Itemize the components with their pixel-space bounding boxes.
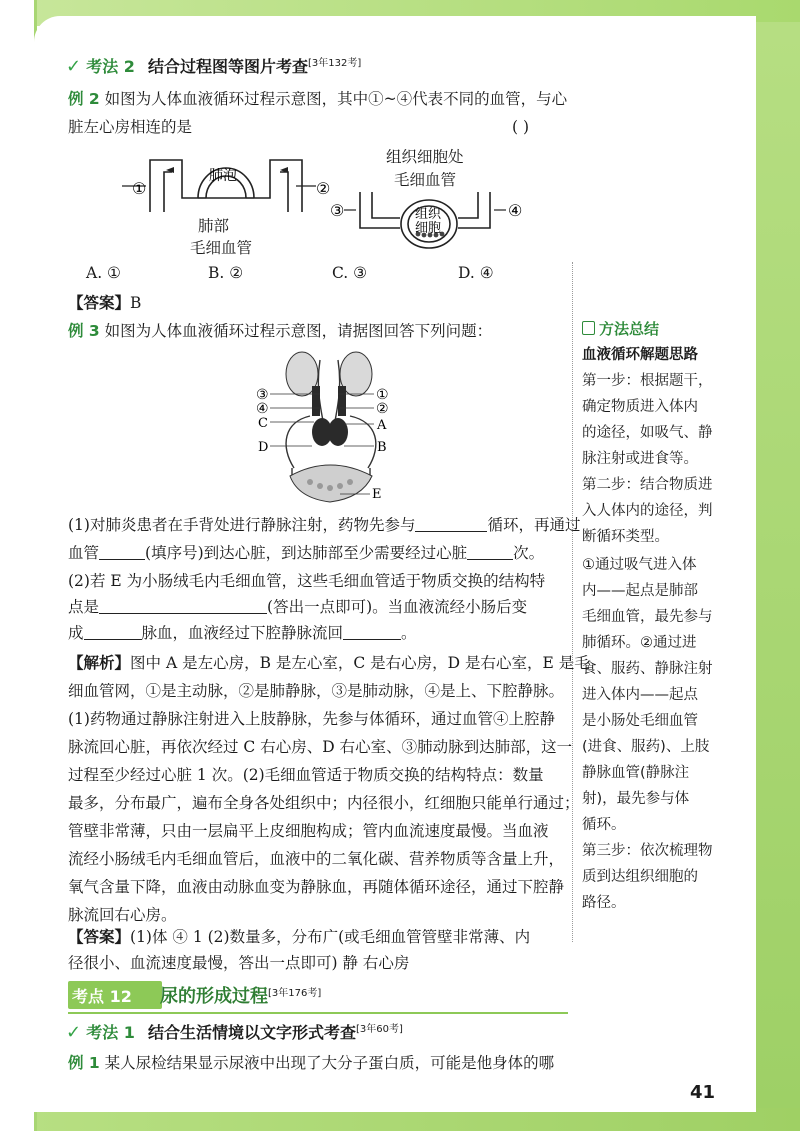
method2-badge: [3年132考] (308, 58, 362, 69)
ex3-analysis-line-4: 过程至少经过心脏 1 次。(2)毛细血管适于物质交换的结构特点：数量 (68, 766, 544, 784)
ex1-label: 例 1 (68, 1054, 100, 1072)
ex3-q2-text-f: 。 (401, 624, 417, 642)
ex3-answer-label: 【答案】 (68, 928, 131, 946)
ex3-q1-text-b: 循环，再通过 (487, 516, 581, 534)
fig2-label-3: ③ (330, 201, 345, 220)
ex2-line2 (68, 114, 568, 140)
kaodian-divider (68, 1012, 568, 1014)
ex3-analysis-line-1: 细血管网，①是主动脉，②是肺静脉，③是肺动脉，④是上、下腔静脉。 (68, 682, 565, 700)
sidebar-line-11: 食、服药、静脉注射 (582, 661, 713, 677)
fig3-label-c: C (258, 416, 268, 431)
ex3-question-text: 如图为人体血液循环过程示意图，请据图回答下列问题： (104, 322, 493, 340)
ex3-q1-text-e: 次。 (513, 544, 545, 562)
ex3-analysis-line-7: 流经小肠绒毛内毛细血管后，血液中的二氧化碳、营养物质等含量上升， (68, 850, 565, 868)
fig3-label-a: A (377, 418, 387, 433)
ex3-q2-line1 (68, 568, 568, 594)
ex3-analysis-label: 【解析】 (68, 654, 131, 672)
check-icon: ✓ (66, 56, 82, 77)
method2-header (66, 54, 361, 77)
ex2-option-d: D. ④ (458, 264, 494, 282)
fig3-label-1: ① (376, 387, 389, 403)
ex3-q2-line2 (68, 594, 568, 620)
ex3-answer-line2: 径很小、血流速度最慢，答出一点即可) 静 右心房 (68, 954, 410, 972)
ex3-answer-text-1: (1)体 ④ 1 (2)数量多，分布广(或毛细血管管壁非常薄、内 (130, 928, 531, 946)
sidebar-line-6: 断循环类型。 (582, 529, 669, 545)
sidebar-line-18: 第三步：依次梳理物 (582, 843, 713, 859)
kaodian-title (160, 982, 321, 1008)
sidebar-title (582, 318, 659, 339)
ex3-q2-line3 (68, 620, 568, 646)
ex2-label: 例 2 (68, 90, 100, 108)
fig3-label-b: B (377, 440, 387, 455)
ex2-answer-value: B (130, 294, 142, 312)
sidebar-line-16: 射)，最先参与体 (582, 791, 690, 807)
ex3-q2-text-e: 脉血，血液经过下腔静脉流回 (141, 624, 344, 642)
sidebar-line-13: 是小肠处毛细血管 (582, 713, 698, 729)
ex1-text: 某人尿检结果显示尿液中出现了大分子蛋白质，可能是他身体的哪 (104, 1054, 555, 1072)
ex3-q1-line2 (68, 540, 568, 566)
ex1-line (68, 1050, 568, 1076)
ex3-analysis-line-0 (68, 650, 590, 676)
fig1-caption-2: 毛细血管 (190, 239, 253, 257)
ex3-q2-text-d: 成 (68, 624, 84, 642)
fig1-label-2: ② (316, 179, 330, 198)
page-number: 41 (690, 1082, 716, 1103)
method1-badge: [3年60考] (356, 1024, 403, 1035)
fig3-label-e: E (372, 487, 382, 502)
sidebar-line-20: 路径。 (582, 895, 626, 911)
ex3-q2-blank-3 (343, 621, 401, 640)
note-icon (582, 321, 595, 335)
sidebar-line-2: 的途径，如吸气、静 (582, 425, 713, 441)
sidebar-line-4: 第二步：结合物质进 (582, 477, 713, 493)
sidebar-divider (572, 262, 573, 942)
kaodian-label: 考点 12 (72, 987, 132, 1006)
ex3-analysis-line-8: 氧气含量下降，血液由动脉血变为静脉血，再随体循环途径，通过下腔静 (68, 878, 565, 896)
ex3-question (68, 318, 568, 344)
method1-label: 考法 1 (86, 1023, 135, 1042)
ex3-analysis-text-0: 图中 A 是左心房，B 是左心室，C 是右心房，D 是右心室，E 是毛 (130, 654, 590, 672)
ex3-analysis-line-6: 管壁非常薄，只由一层扁平上皮细胞构成；管内血流速度最慢。当血液 (68, 822, 549, 840)
ex3-q2-text-c: (答出一点即可)。当血液流经小肠后变 (267, 598, 528, 616)
sidebar-title-text: 方法总结 (599, 320, 660, 338)
ex3-analysis-line-3: 脉流回心脏，再依次经过 C 右心房、D 右心室、③肺动脉到达肺部，这一 (68, 738, 573, 756)
ex3-q2-text-a: (2)若 E 为小肠绒毛内毛细血管，这些毛细血管适于物质交换的结构特 (68, 572, 546, 590)
ex2-answer (68, 290, 568, 316)
fig3-label-d: D (258, 440, 269, 455)
ex2-text1: 如图为人体血液循环过程示意图，其中①~④代表不同的血管，与心 (104, 90, 568, 108)
sidebar-line-7: ①通过吸气进入体 (582, 557, 697, 573)
kaodian-title-text: 尿的形成过程 (160, 986, 268, 1007)
ex3-analysis-line-2: (1)药物通过静脉注射进入上肢静脉，先参与体循环，通过血管④上腔静 (68, 710, 555, 728)
ex3-q2-blank-2 (84, 621, 142, 640)
kaodian-badge: [3年176考] (268, 988, 322, 999)
sidebar-line-15: 静脉血管(静脉注 (582, 765, 690, 781)
ex3-analysis-line-9: 脉流回右心房。 (68, 906, 177, 924)
sidebar-line-5: 入人体内的途径，判 (582, 503, 713, 519)
fig3-label-3: ③ (256, 387, 269, 403)
ex2-answer-paren: ( ) (512, 118, 530, 136)
sidebar-line-0: 第一步：根据题干， (582, 373, 713, 389)
fig2-top-2: 毛细血管 (394, 171, 457, 189)
ex3-q2-text-b: 点是 (68, 598, 100, 616)
sidebar-line-8: 内——起点是肺部 (582, 583, 698, 599)
ex3-q1-blank-3 (467, 541, 513, 560)
ex3-analysis-line-5: 最多，分布最广，遍布全身各处组织中；内径很小，红细胞只能单行通过； (68, 794, 580, 812)
ex3-q1-text-a: (1)对肺炎患者在手背处进行静脉注射，药物先参与 (68, 516, 416, 534)
ex3-q1-blank-2 (99, 541, 145, 560)
ex2-line1 (68, 86, 568, 112)
fig2-cell-label-1: 组织 (415, 207, 442, 222)
sidebar-line-3: 脉注射或进食等。 (582, 451, 698, 467)
sidebar-line-14: (进食、服药)、上肢 (582, 739, 710, 755)
sidebar-subtitle: 血液循环解题思路 (582, 347, 698, 363)
page-edge-left (0, 0, 37, 1131)
ex2-answer-label: 【答案】 (68, 294, 131, 312)
ex2-option-b: B. ② (208, 264, 244, 282)
fig3-label-4: ④ (256, 401, 269, 417)
sidebar-line-10: 肺循环。②通过进 (582, 635, 697, 651)
fig2-cell-label-2: 细胞 (415, 221, 442, 236)
sidebar-line-12: 进入体内——起点 (582, 687, 698, 703)
ex2-option-c: C. ③ (332, 264, 368, 282)
fig1-label-1: ① (132, 179, 147, 198)
method1-header (66, 1020, 403, 1043)
ex3-q1-text-c: 血管 (68, 544, 100, 562)
check-icon: ✓ (66, 1022, 82, 1043)
circulation-figure (250, 346, 400, 506)
ex2-option-a: A. ① (86, 264, 121, 282)
method1-title: 结合生活情境以文字形式考查 (148, 1023, 357, 1042)
fig3-label-2: ② (376, 401, 389, 417)
page-edge-right (752, 22, 800, 1112)
fig2-label-4: ④ (508, 201, 523, 220)
tissue-capillary-figure (330, 188, 530, 268)
ex2-text2: 脏左心房相连的是 (68, 118, 193, 136)
sidebar-line-1: 确定物质进入体内 (582, 399, 698, 415)
ex3-label: 例 3 (68, 322, 100, 340)
ex3-q2-blank-1 (99, 595, 267, 614)
sidebar-line-17: 循环。 (582, 817, 626, 833)
ex3-q1-line1 (68, 512, 581, 538)
method2-title: 结合过程图等图片考查 (148, 57, 309, 76)
sidebar-line-9: 毛细血管，最先参与 (582, 609, 713, 625)
method2-label: 考法 2 (86, 57, 135, 76)
ex3-q1-text-d: (填序号)到达心脏，到达肺部至少需要经过心脏 (145, 544, 468, 562)
ex3-q1-blank-1 (415, 513, 487, 532)
fig2-top-1: 组织细胞处 (386, 148, 464, 166)
fig1-caption-1: 肺部 (198, 217, 230, 235)
ex3-answer-line1 (68, 924, 568, 950)
sidebar-line-19: 质到达组织细胞的 (582, 869, 698, 885)
fig1-alveolus-label: 肺泡 (209, 168, 237, 184)
